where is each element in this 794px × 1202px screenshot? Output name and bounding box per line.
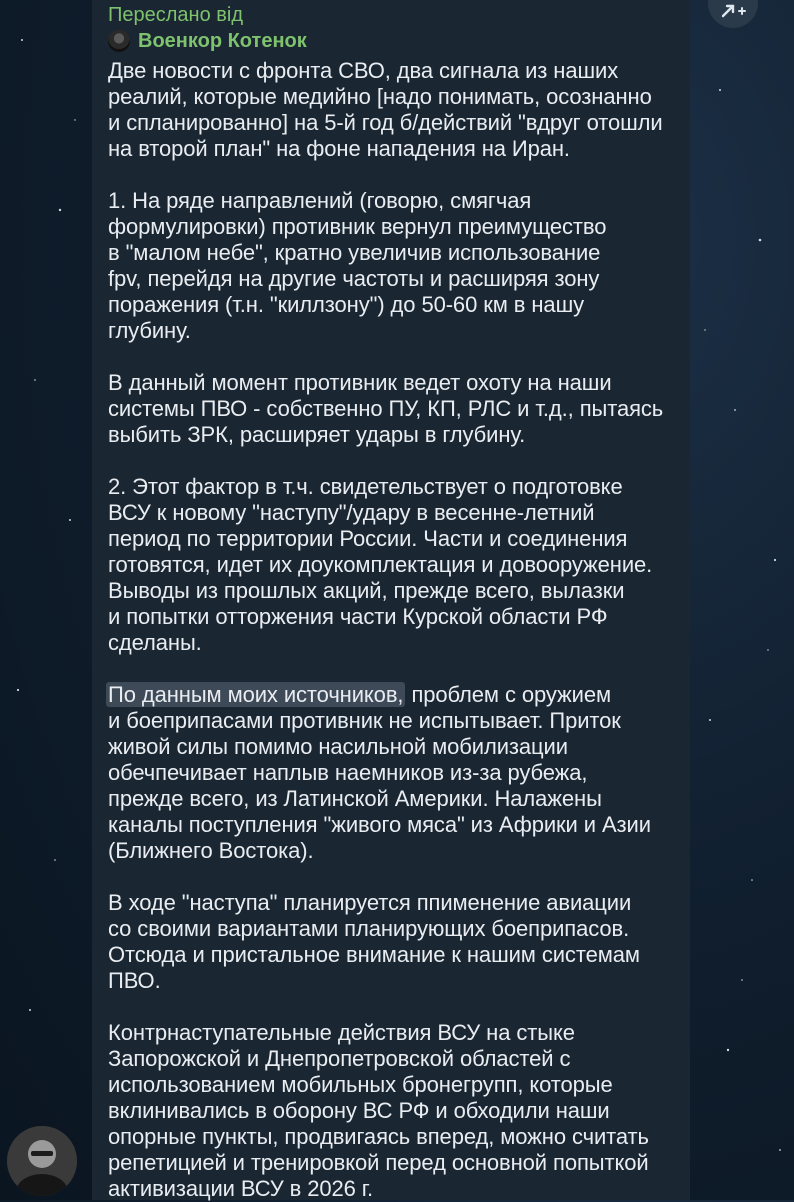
paragraph-3: В данный момент противник ведет охоту на наши системы ПВО - собственно ПУ, КП, РЛС и т.д., пытаясь выбить ЗРК, расширяет удары в глубину. (108, 370, 664, 447)
avatar[interactable] (7, 1126, 77, 1196)
forwarded-source[interactable] (108, 27, 668, 55)
forwarded-label: Переслано від (108, 4, 243, 26)
message-text (108, 58, 668, 1202)
paragraph-1: Две новости с фронта СВО, два сигнала из наших реалий, которые медийно [надо понимать, осознанно и спланированно] на 5-й год б/действий "вдруг отошли на второй план" на фоне нападения на Иран. (108, 58, 663, 161)
paragraph-5 (108, 682, 668, 864)
paragraph-6: В ходе "наступа" планируется ппименение авиации со своими вариантами планирующих боеприпасов. Отсюда и пристальное внимание к нашим системам ПВО. (108, 890, 640, 993)
message-bubble[interactable] (92, 0, 690, 1200)
avatar-photo (7, 1126, 77, 1196)
source-avatar (108, 30, 130, 52)
highlighted-text: По данным моих источников, (108, 682, 404, 707)
paragraph-4: 2. Этот фактор в т.ч. свидетельствует о подготовке ВСУ к новому "наступу"/удару в весенне-летний период по территории России. Части и соединения готовятся, идет их доукомплектация и довооружение. Выводы из прошлых акций, прежде всего, вылазки и попытки отторжения части Курской области РФ сделаны. (108, 474, 653, 655)
paragraph-2: 1. На ряде направлений (говорю, смягчая формулировки) противник вернул преимущество в "малом небе", кратно увеличив использование fpv, перейдя на другие частоты и расширяя зону поражения (т.н. "киллзону") до 50-60 км в нашу глубину. (108, 188, 607, 343)
share-icon (719, 2, 747, 20)
source-name[interactable]: Военкор Котенок (138, 29, 307, 52)
paragraph-5-rest: проблем с оружием и боеприпасами противник не испытывает. Приток живой силы помимо насильной мобилизации обечпечивает наплыв наемников из-за рубежа, прежде всего, из Латинской Америки. Налажены каналы поступления "живого мяса" из Африки и Азии (Ближнего Востока). (108, 682, 651, 863)
paragraph-7: Контрнаступательные действия ВСУ на стыке Запорожской и Днепропетровской областей с использованием мобильных бронегрупп, которые вклинивались в оборону ВС РФ и обходили наши опорные пункты, продвигаясь вперед, можно считать репетицией и тренировкой перед основной попыткой активизации ВСУ в 2026 г. (108, 1020, 649, 1201)
